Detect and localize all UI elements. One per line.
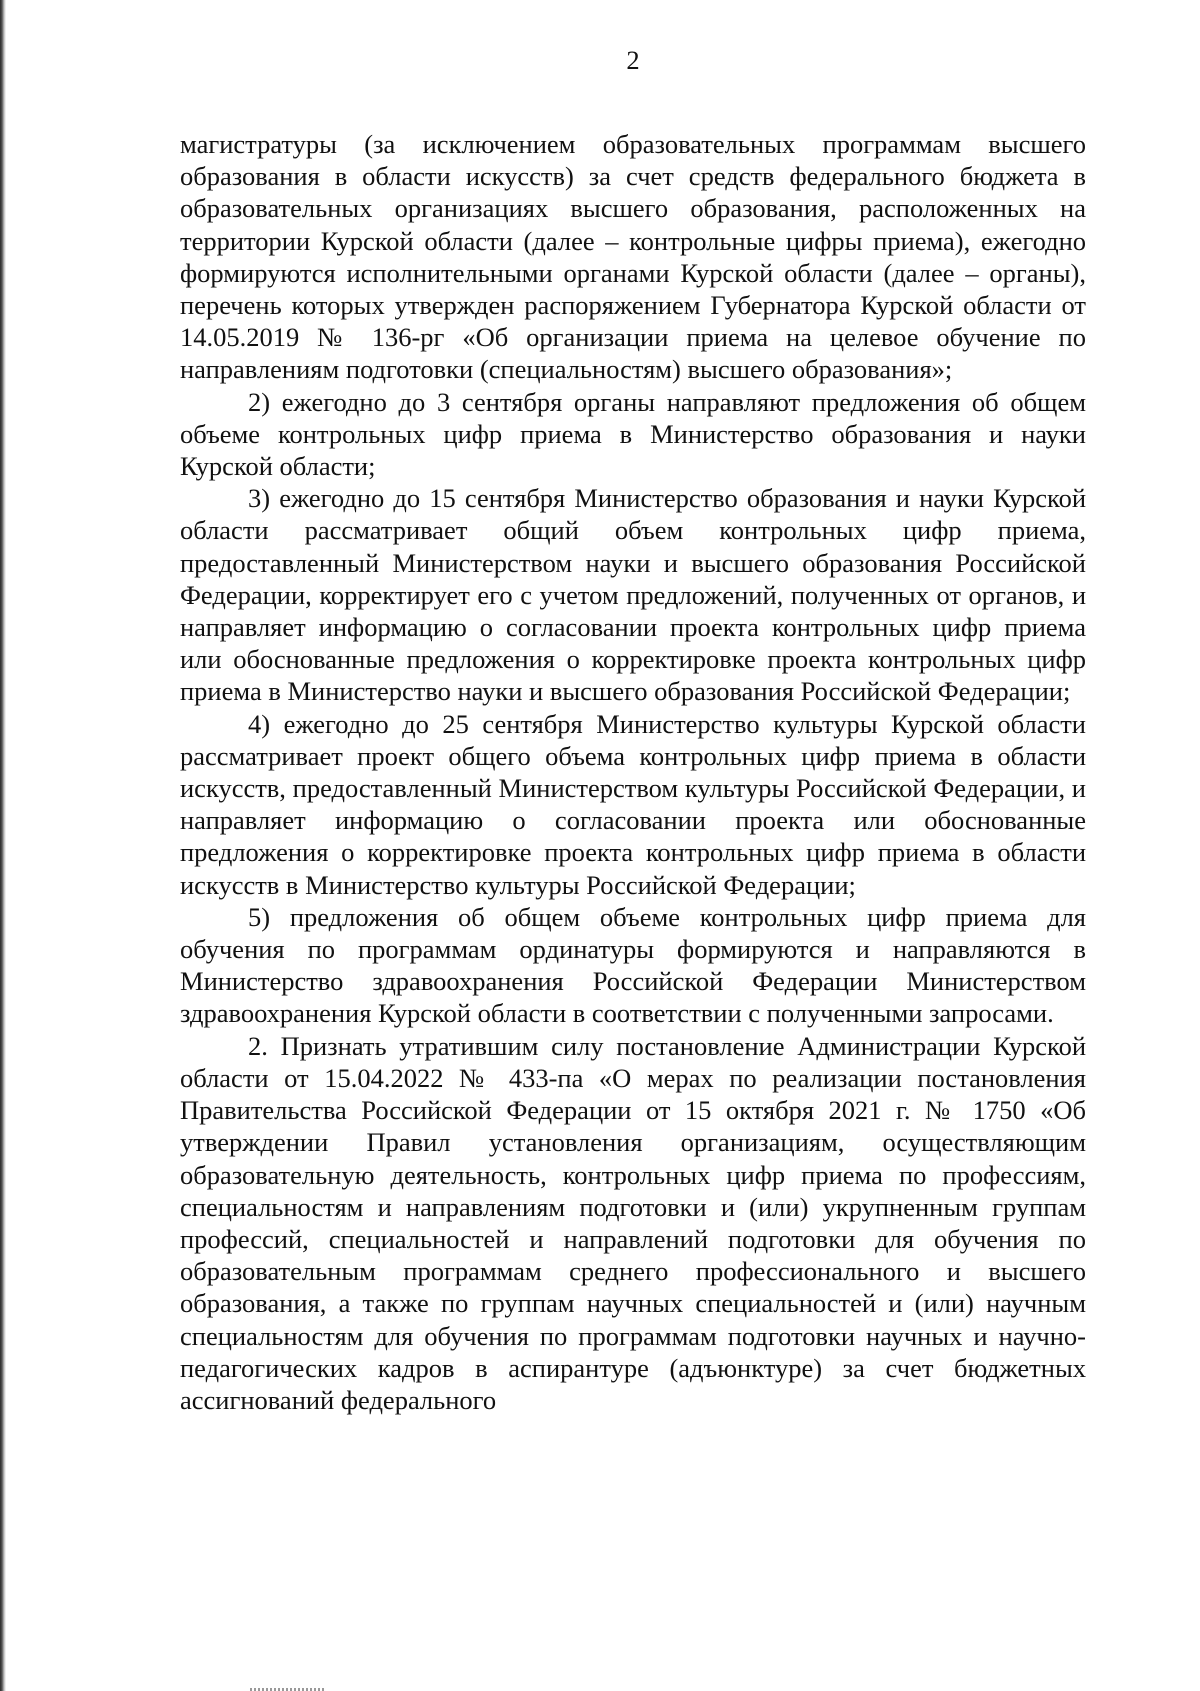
document-page: [180, 44, 1086, 1416]
scan-left-edge: [0, 0, 6, 1691]
paragraph-item-3: 3) ежегодно до 15 сентября Министерство образования и науки Курской области рассматривает общий объем контрольных цифр приема, предоставленный Министерством науки и высшего образования Российской Федерации, корректирует его с учетом предложений, полученных от органов, и направляет информацию о согласовании проекта контрольных цифр приема или обоснованные предложения о корректировке проекта контрольных цифр приема в Министерство науки и высшего образования Российской Федерации;: [180, 483, 1086, 707]
page-number: 2: [626, 45, 640, 75]
paragraph-item-4: 4) ежегодно до 25 сентября Министерство культуры Курской области рассматривает проект общего объема контрольных цифр приема в области искусств, предоставленный Министерством культуры Российской Федерации, и направляет информацию о согласовании проекта или обоснованные предложения о корректировке проекта контрольных цифр приема в области искусств в Министерство культуры Российской Федерации;: [180, 708, 1086, 900]
paragraph-section-2: 2. Признать утратившим силу постановление Администрации Курской области от 15.04.2022 № 433-па «О мерах по реализации постановления Правительства Российской Федерации от 15 октября 2021 г. № 1750 «Об утверждении Правил установления организациям, осуществляющим образовательную деятельность, контрольных цифр приема по профессиям, специальностям и направлениям подготовки и (или) укрупненным группам профессий, специальностей и направлений подготовки для обучения по образовательным программам среднего профессионального и высшего образования, а также по группам научных специальностей и (или) научным специальностям для обучения по программам подготовки научных и научно-педагогических кадров в аспирантуре (адъюнктуре) за счет бюджетных ассигнований федерального: [180, 1030, 1086, 1415]
paragraph-item-2: 2) ежегодно до 3 сентября органы направляют предложения об общем объеме контрольных цифр приема в Министерство образования и науки Курской области;: [180, 386, 1086, 482]
paragraph-item-5: 5) предложения об общем объеме контрольных цифр приема для обучения по программам ординатуры формируются и направляются в Министерство здравоохранения Российской Федерации Министерством здравоохранения Курской области в соответствии с полученными запросами.: [180, 901, 1086, 1029]
paragraph-continuation: магистратуры (за исключением образовательных программам высшего образования в области искусств) за счет средств федерального бюджета в образовательных организациях высшего образования, расположенных на территории Курской области (далее – контрольные цифры приема), ежегодно формируются исполнительными органами Курской области (далее – органы), перечень которых утвержден распоряжением Губернатора Курской области от 14.05.2019 № 136-рг «Об организации приема на целевое обучение по направлениям подготовки (специальностям) высшего образования»;: [180, 129, 1086, 385]
